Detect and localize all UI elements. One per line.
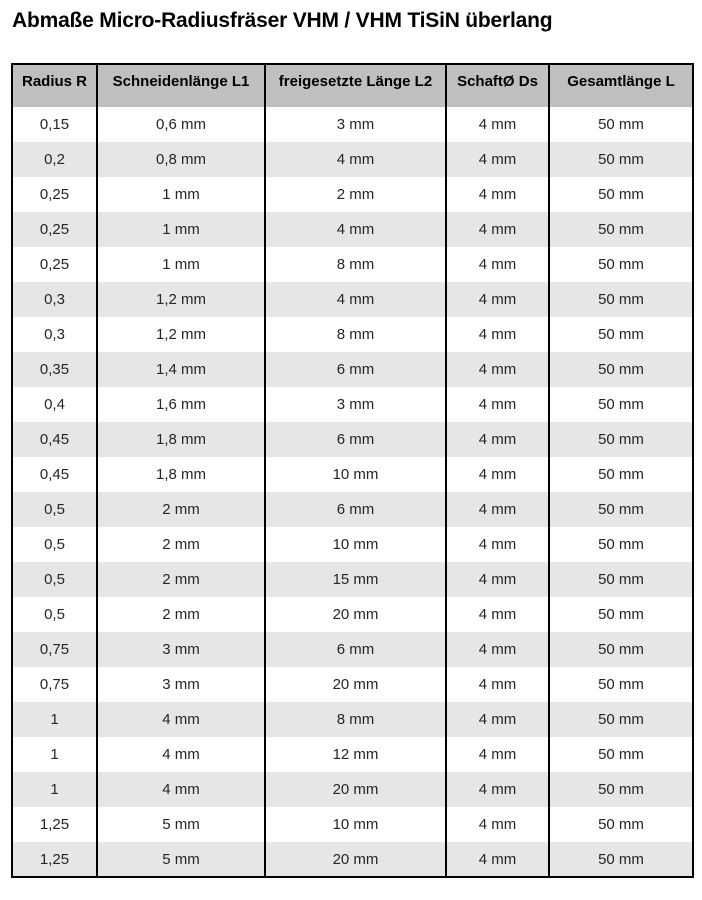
table-row: [12, 737, 693, 772]
table-cell: 1: [50, 711, 59, 728]
table-row: [12, 107, 693, 142]
table-cell: 50 mm: [549, 317, 693, 352]
table-row: [12, 282, 693, 317]
table-cell: 3 mm: [265, 387, 446, 422]
table-cell: 0,45: [39, 431, 70, 448]
header-row: [12, 64, 693, 107]
table-cell: 1,25: [39, 816, 70, 833]
table-cell: 6 mm: [265, 352, 446, 387]
table-cell: 4 mm: [97, 737, 265, 772]
table-cell: 6 mm: [265, 492, 446, 527]
table-cell: 1,8 mm: [97, 422, 265, 457]
table-row: [12, 842, 693, 877]
table-cell: 2 mm: [97, 492, 265, 527]
table-cell: 20 mm: [265, 772, 446, 807]
table-cell: 4 mm: [446, 807, 549, 842]
table-cell: 0,2: [44, 151, 65, 168]
table-cell: 0,75: [39, 641, 70, 658]
table-cell: 1,2 mm: [97, 317, 265, 352]
header-schneidenlaenge: Schneidenlänge L1: [97, 64, 265, 107]
table-cell: 3 mm: [265, 107, 446, 142]
table-cell: 4 mm: [446, 177, 549, 212]
header-freigesetzte-laenge: freigesetzte Länge L2: [265, 64, 446, 107]
table-cell: 4 mm: [446, 492, 549, 527]
table-cell: 0,15: [39, 116, 70, 133]
header-gesamtlaenge: Gesamtlänge L: [549, 64, 693, 107]
dimensions-table: [11, 63, 694, 878]
table-cell: 0,8 mm: [97, 142, 265, 177]
table-cell: 50 mm: [549, 387, 693, 422]
table-cell: 50 mm: [549, 492, 693, 527]
table-cell: 50 mm: [549, 282, 693, 317]
header-schaft-durchmesser: SchaftØ Ds: [446, 64, 549, 107]
table-cell: 0,6 mm: [97, 107, 265, 142]
table-cell: 4 mm: [97, 772, 265, 807]
table-body: [12, 107, 693, 877]
table-row: [12, 527, 693, 562]
table-row: [12, 562, 693, 597]
table-cell: 0,5: [44, 606, 65, 623]
table-cell: 50 mm: [549, 772, 693, 807]
table-row: [12, 247, 693, 282]
table-cell: 8 mm: [265, 247, 446, 282]
table-cell: 8 mm: [265, 702, 446, 737]
table-cell: 4 mm: [97, 702, 265, 737]
table-cell: 4 mm: [446, 457, 549, 492]
table-row: [12, 632, 693, 667]
table-cell: 1 mm: [97, 177, 265, 212]
table-cell: 4 mm: [265, 282, 446, 317]
table-cell: 2 mm: [265, 177, 446, 212]
table-cell: 1,4 mm: [97, 352, 265, 387]
table-row: [12, 597, 693, 632]
table-cell: 50 mm: [549, 737, 693, 772]
table-row: [12, 772, 693, 807]
table-cell: 1: [50, 746, 59, 763]
table-cell: 2 mm: [97, 597, 265, 632]
table-cell: 50 mm: [549, 247, 693, 282]
table-cell: 0,25: [39, 186, 70, 203]
table-cell: 4 mm: [446, 842, 549, 877]
table-cell: 5 mm: [97, 807, 265, 842]
table-cell: 50 mm: [549, 667, 693, 702]
table-cell: 1,25: [39, 850, 70, 868]
table-cell: 4 mm: [446, 737, 549, 772]
table-row: [12, 212, 693, 247]
table-cell: 4 mm: [446, 317, 549, 352]
table-cell: 15 mm: [265, 562, 446, 597]
table-cell: 50 mm: [549, 142, 693, 177]
table-cell: 0,3: [44, 326, 65, 343]
table-cell: 1 mm: [97, 212, 265, 247]
table-cell: 4 mm: [446, 282, 549, 317]
table-cell: 4 mm: [446, 597, 549, 632]
table-cell: 4 mm: [446, 632, 549, 667]
table-row: [12, 492, 693, 527]
table-row: [12, 702, 693, 737]
table-cell: 0,4: [44, 396, 65, 413]
table-cell: 50 mm: [549, 457, 693, 492]
table-row: [12, 352, 693, 387]
table-cell: 6 mm: [265, 632, 446, 667]
table-row: [12, 387, 693, 422]
table-row: [12, 457, 693, 492]
table-cell: 20 mm: [265, 842, 446, 877]
table-cell: 3 mm: [97, 667, 265, 702]
table-cell: 4 mm: [446, 422, 549, 457]
table-row: [12, 177, 693, 212]
table-cell: 50 mm: [549, 107, 693, 142]
table-cell: 2 mm: [97, 562, 265, 597]
table-cell: 1 mm: [97, 247, 265, 282]
table-cell: 0,75: [39, 676, 70, 693]
table-row: [12, 667, 693, 702]
table-cell: 4 mm: [446, 107, 549, 142]
table-cell: 10 mm: [265, 457, 446, 492]
table-cell: 4 mm: [265, 212, 446, 247]
table-cell: 4 mm: [446, 772, 549, 807]
table-cell: 4 mm: [265, 142, 446, 177]
table-cell: 2 mm: [97, 527, 265, 562]
table-cell: 20 mm: [265, 597, 446, 632]
table-cell: 3 mm: [97, 632, 265, 667]
table-cell: 4 mm: [446, 562, 549, 597]
table-cell: 1,8 mm: [97, 457, 265, 492]
table-cell: 10 mm: [265, 527, 446, 562]
table-cell: 0,5: [44, 501, 65, 518]
table-cell: 1,6 mm: [97, 387, 265, 422]
table-row: [12, 142, 693, 177]
table-cell: 12 mm: [265, 737, 446, 772]
table-cell: 0,3: [44, 291, 65, 308]
table-cell: 50 mm: [549, 842, 693, 877]
table-cell: 10 mm: [265, 807, 446, 842]
table-cell: 50 mm: [549, 177, 693, 212]
table-row: [12, 317, 693, 352]
header-radius: Radius R: [12, 64, 97, 107]
table-cell: 50 mm: [549, 632, 693, 667]
table-row: [12, 807, 693, 842]
table-cell: 50 mm: [549, 807, 693, 842]
table-cell: 50 mm: [549, 562, 693, 597]
table-cell: 50 mm: [549, 422, 693, 457]
table-cell: 0,5: [44, 536, 65, 553]
table-cell: 1: [50, 781, 59, 798]
table-row: [12, 422, 693, 457]
page-title: Abmaße Micro-Radiusfräser VHM / VHM TiSiN überlang: [12, 9, 553, 32]
table-cell: 0,35: [39, 361, 70, 378]
table-cell: 4 mm: [446, 142, 549, 177]
table-cell: 0,25: [39, 256, 70, 273]
table-cell: 4 mm: [446, 527, 549, 562]
table-cell: 1,2 mm: [97, 282, 265, 317]
table-cell: 50 mm: [549, 597, 693, 632]
table-cell: 4 mm: [446, 387, 549, 422]
table-cell: 4 mm: [446, 702, 549, 737]
table-cell: 6 mm: [265, 422, 446, 457]
table-cell: 50 mm: [549, 352, 693, 387]
table-cell: 50 mm: [549, 527, 693, 562]
table-cell: 0,5: [44, 571, 65, 588]
table-cell: 4 mm: [446, 212, 549, 247]
table-cell: 5 mm: [97, 842, 265, 877]
table-cell: 50 mm: [549, 702, 693, 737]
table-cell: 0,25: [39, 221, 70, 238]
table-cell: 50 mm: [549, 212, 693, 247]
table-cell: 20 mm: [265, 667, 446, 702]
table-cell: 8 mm: [265, 317, 446, 352]
table-cell: 4 mm: [446, 352, 549, 387]
table-cell: 4 mm: [446, 667, 549, 702]
table-cell: 4 mm: [446, 247, 549, 282]
table-cell: 0,45: [39, 466, 70, 483]
